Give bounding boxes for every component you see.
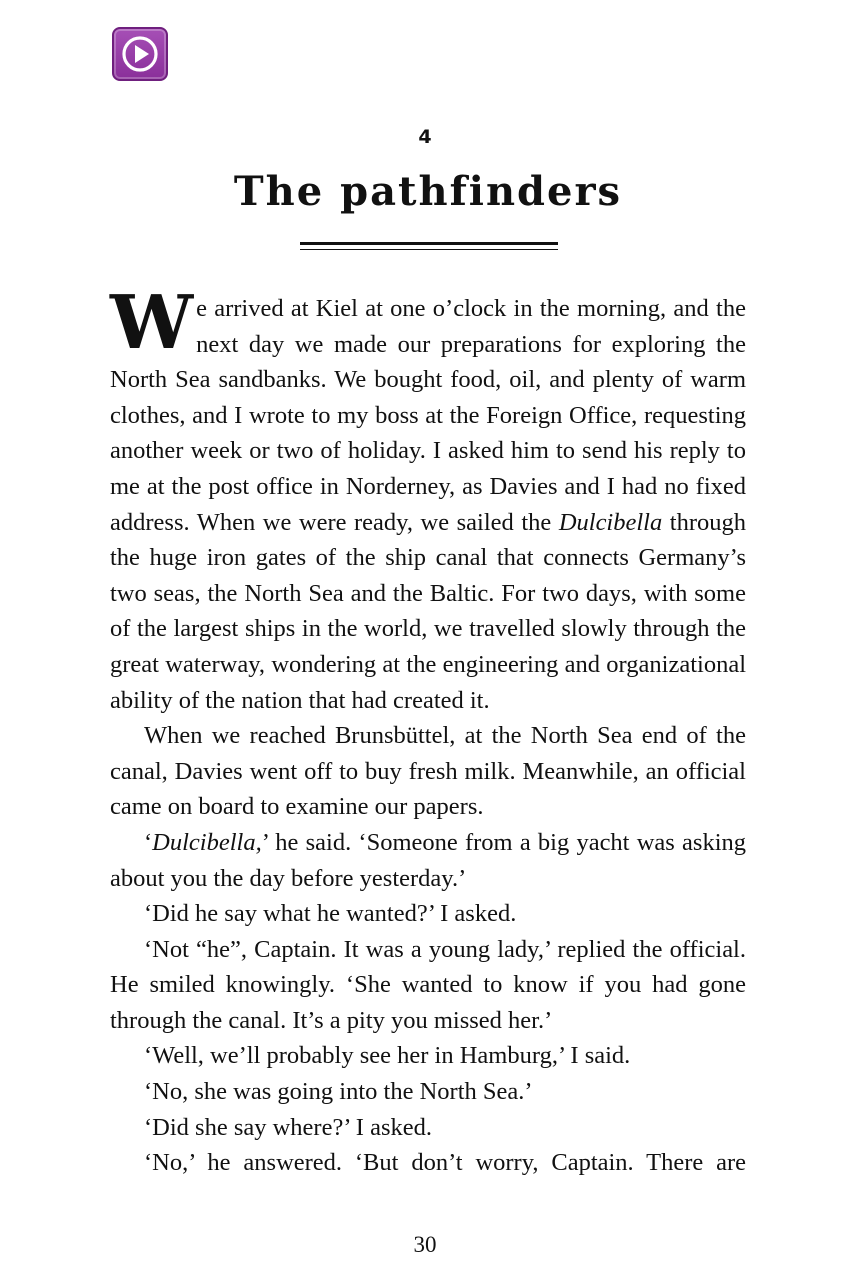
chapter-number: 4 xyxy=(418,126,432,148)
chapter-title: The pathfinders xyxy=(233,168,623,215)
paragraph: ‘Did she say where?’ I asked. xyxy=(144,1113,432,1141)
paragraph-1: We arrived at Kiel at one o’clock in the morning, and the next day we made our preparations for exploring the North Sea sandbanks. We bought food, oil, and plenty of warm clothes, and I wrote to my boss at the Foreign Office, requesting another week or two of holiday. I asked him to send his reply to me at the post office in Norderney, as Davies and I had no fixed address. When we were ready, we sailed the Dulcibella through the huge iron gates of the ship canal that connects Germany’s two seas, the North Sea and the Baltic. For two days, with some of the largest ships in the world, we travelled slowly through the great waterway, wondering at the engineering and organizational ability of the nation that had created it. xyxy=(110,280,746,714)
paragraph: ‘Did he say what he wanted?’ I asked. xyxy=(144,900,517,928)
page-number: 30 xyxy=(413,1232,437,1257)
paragraph: ‘Dulcibella,’ he said. ‘Someone from a big yacht was asking about you the day before yesterday.’ xyxy=(110,828,746,892)
play-icon xyxy=(120,34,160,74)
paragraph: ‘No,’ he answered. ‘But don’t worry, Captain. There are xyxy=(144,1149,746,1177)
paragraph: ‘Not “he”, Captain. It was a young lady,’ replied the official. He smiled knowingly. ‘She wanted to know if you had gone through the canal. It’s a pity you missed her.’ xyxy=(110,935,746,1034)
title-divider-thick xyxy=(300,242,558,245)
paragraph: When we reached Brunsbüttel, at the North Sea end of the canal, Davies went off to buy fresh milk. Meanwhile, an official came on board to examine our papers. xyxy=(110,722,746,821)
body-text xyxy=(110,280,746,1181)
paragraph: ‘Well, we’ll probably see her in Hamburg,’ I said. xyxy=(144,1042,631,1070)
audio-play-button[interactable] xyxy=(112,27,168,81)
paragraph: ‘No, she was going into the North Sea.’ xyxy=(144,1078,533,1106)
title-divider-thin xyxy=(300,249,558,250)
drop-cap: W xyxy=(110,280,194,366)
